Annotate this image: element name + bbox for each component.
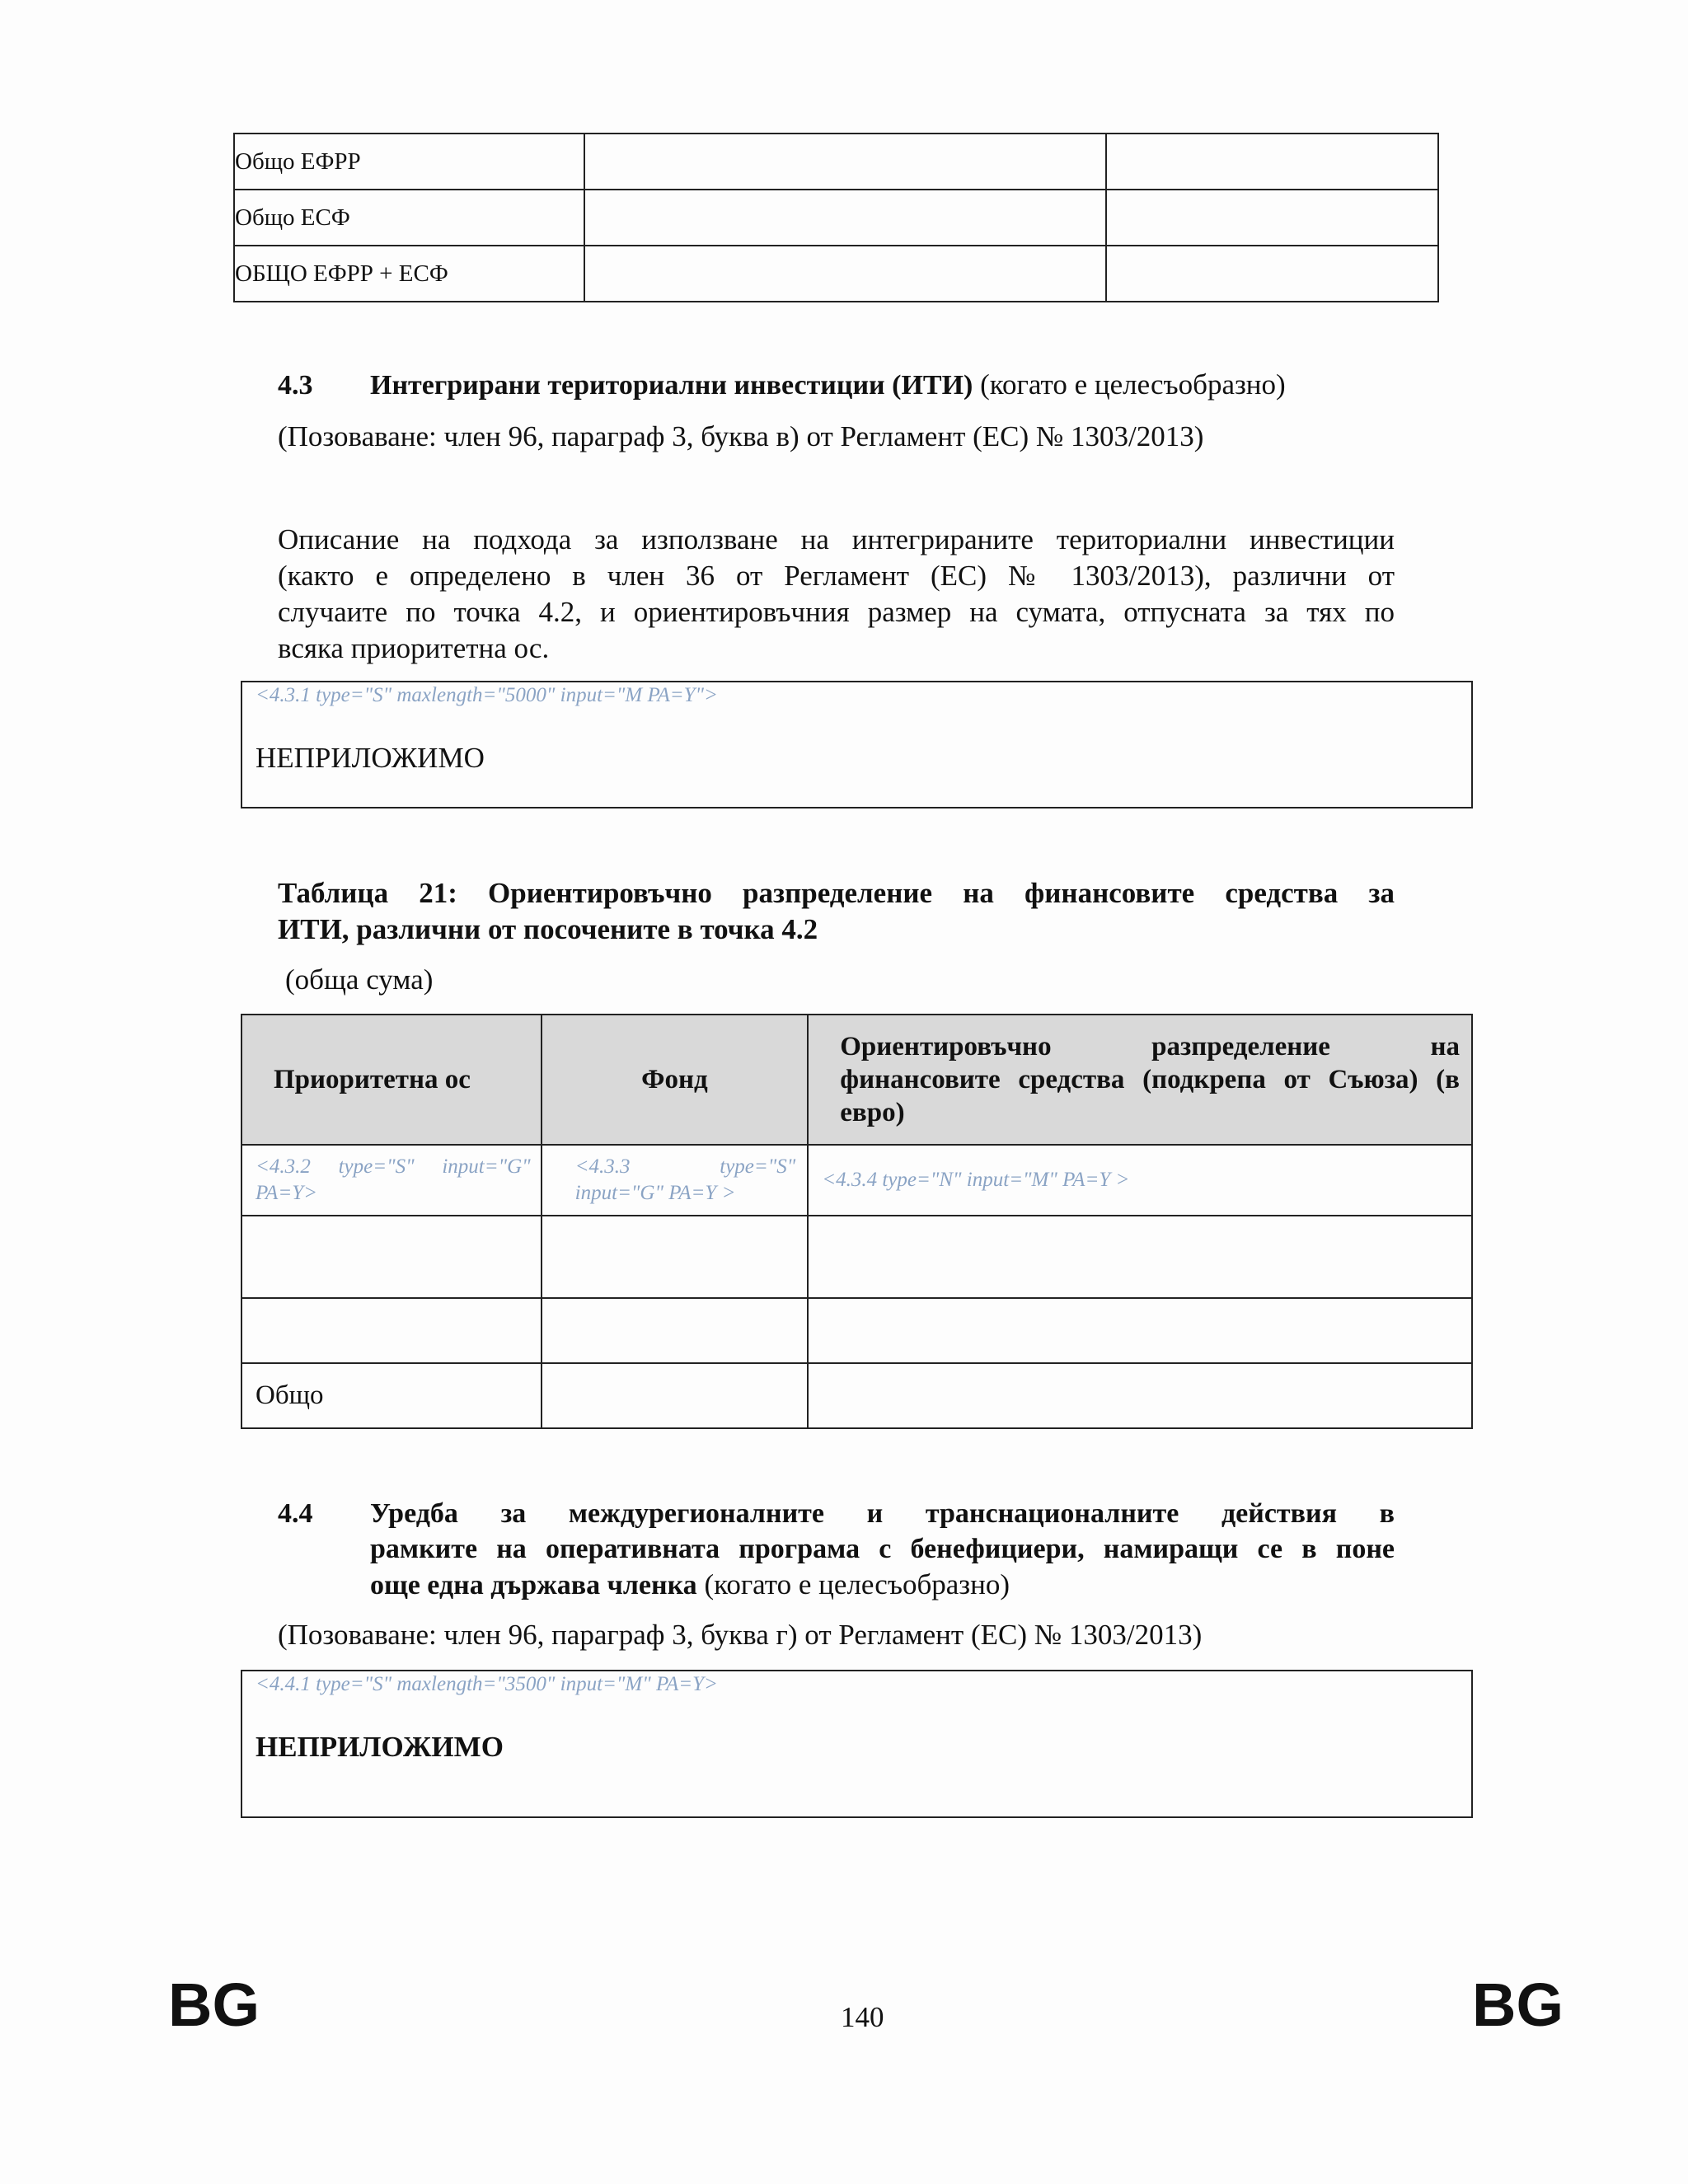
- section-title-line: [370, 1567, 1395, 1603]
- table-total-row: [241, 1363, 1472, 1428]
- field-tag: <4.3.2 type="S" input="G": [256, 1155, 531, 1178]
- column-header: Фонд: [542, 1015, 809, 1145]
- header-line: Ориентировъчно разпределение на: [840, 1032, 1460, 1062]
- empty-cell: [1106, 134, 1438, 190]
- table-row: [234, 134, 1438, 190]
- empty-cell: [1106, 246, 1438, 302]
- field-tag-cell: [542, 1145, 809, 1216]
- section-title-line: рамките на оперативната програма с бенефициери, намиращи се в поне: [370, 1534, 1395, 1564]
- section-4-3-heading: [278, 367, 1399, 404]
- empty-cell: [241, 1298, 542, 1363]
- section-4-4-heading: [278, 1496, 1395, 1603]
- field-tag: input="G" PA=Y >: [574, 1182, 736, 1204]
- empty-cell: [808, 1363, 1472, 1428]
- empty-cell: [584, 190, 1106, 246]
- field-tag-cell: [241, 1145, 542, 1216]
- column-header: Приоритетна ос: [241, 1015, 542, 1145]
- caption-line: ИТИ, различни от посочените в точка 4.2: [278, 913, 818, 945]
- section-number: 4.4: [278, 1498, 313, 1529]
- table-row: [241, 1145, 1472, 1216]
- section-title: Интегрирани териториални инвестиции (ИТИ): [370, 370, 973, 401]
- field-value: НЕПРИЛОЖИМО: [256, 742, 485, 774]
- section-title-bold: още една държава членка: [370, 1570, 697, 1601]
- section-4-3-description: [278, 522, 1395, 667]
- field-tag: PA=Y>: [256, 1182, 317, 1204]
- field-value: НЕПРИЛОЖИМО: [256, 1731, 504, 1763]
- total-label: Общо: [241, 1363, 542, 1428]
- page-number: 140: [841, 2001, 884, 2033]
- empty-cell: [542, 1216, 809, 1298]
- table-21-subcaption: (обща сума): [285, 963, 434, 996]
- section-number: 4.3: [278, 370, 313, 401]
- field-tag: <4.3.4 type="N" input="M" PA=Y >: [822, 1169, 1130, 1191]
- row-label: Общо ЕФРР: [234, 134, 584, 190]
- language-code-left: BG: [168, 1971, 260, 2039]
- field-box-4-3-1: [241, 681, 1473, 808]
- table-row: [241, 1216, 1472, 1298]
- empty-cell: [1106, 190, 1438, 246]
- empty-cell: [584, 134, 1106, 190]
- section-title-note: (когато е целесъобразно): [696, 1568, 1010, 1601]
- field-tag-cell: [808, 1145, 1472, 1216]
- language-code-right: BG: [1472, 1971, 1564, 2039]
- description-line: Описание на подхода за използване на интегрираните териториални инвестиции: [278, 523, 1395, 555]
- field-box-4-4-1: [241, 1670, 1473, 1818]
- description-line: (както е определено в член 36 от Регламент (ЕС) № 1303/2013), различни от: [278, 560, 1395, 592]
- table-row: [234, 246, 1438, 302]
- column-header: [808, 1015, 1472, 1145]
- table-row: [241, 1298, 1472, 1363]
- section-title-note: (когато е целесъобразно): [973, 368, 1286, 401]
- table-21-caption: [278, 875, 1395, 948]
- empty-cell: [584, 246, 1106, 302]
- field-tag: <4.4.1 type="S" maxlength="3500" input="M" PA=Y>: [256, 1673, 718, 1695]
- table-header-row: [241, 1015, 1472, 1145]
- description-line: случаите по точка 4.2, и ориентировъчния размер на сумата, отпусната за тях по: [278, 596, 1395, 628]
- totals-table: [233, 133, 1439, 302]
- empty-cell: [542, 1298, 809, 1363]
- row-label: Общо ЕСФ: [234, 190, 584, 246]
- field-tag: <4.3.1 type="S" maxlength="5000" input="M PA=Y">: [256, 684, 718, 706]
- section-title-line: Уредба за междурегионалните и транснационалните действия в: [370, 1498, 1395, 1529]
- empty-cell: [808, 1216, 1472, 1298]
- empty-cell: [241, 1216, 542, 1298]
- table-21: [241, 1014, 1473, 1429]
- row-label: ОБЩО ЕФРР + ЕСФ: [234, 246, 584, 302]
- section-4-3-reference: (Позоваване: член 96, параграф 3, буква в) от Регламент (ЕС) № 1303/2013): [278, 420, 1204, 452]
- empty-cell: [808, 1298, 1472, 1363]
- field-tag: <4.3.3 type="S": [574, 1155, 796, 1178]
- header-line: евро): [840, 1098, 905, 1127]
- table-row: [234, 190, 1438, 246]
- header-line: финансовите средства (подкрепа от Съюза) (в: [840, 1065, 1460, 1094]
- description-line: всяка приоритетна ос.: [278, 632, 550, 664]
- section-4-4-reference: (Позоваване: член 96, параграф 3, буква г) от Регламент (ЕС) № 1303/2013): [278, 1619, 1203, 1651]
- caption-line: Таблица 21: Ориентировъчно разпределение на финансовите средства за: [278, 877, 1395, 909]
- empty-cell: [542, 1363, 809, 1428]
